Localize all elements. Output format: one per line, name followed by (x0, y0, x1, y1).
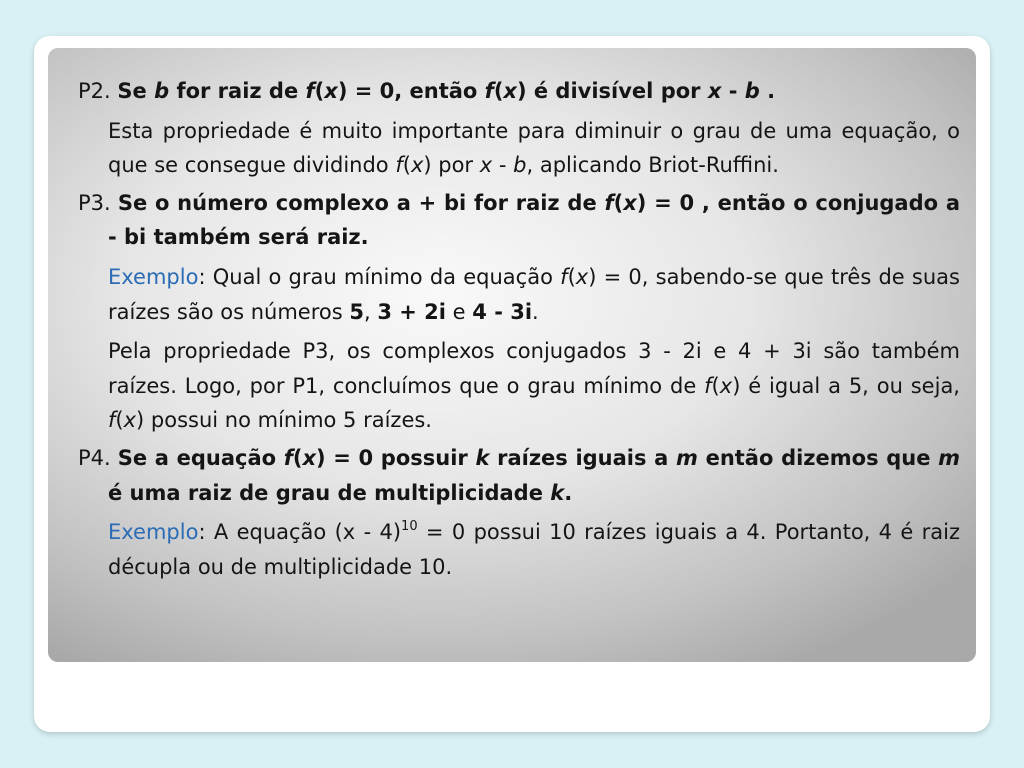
p3-example: Exemplo: Qual o grau mínimo da equação f(x) = 0, sabendo-se que três de suas raízes são os números 5, 3 + 2i e 4 - 3i. (108, 264, 960, 324)
p4-statement: Se a equação f(x) = 0 possuir k raízes iguais a m então dizemos que m é uma raiz de grau de multiplicidade k. (108, 445, 961, 505)
p4-example: Exemplo: A equação (x - 4)$^{10}$ = 0 possui 10 raízes iguais a 4. Portanto, 4 é raiz décupla ou de multiplicidade 10. (108, 519, 961, 579)
property-p4 (78, 441, 960, 510)
exponent: 10 (401, 519, 418, 535)
p4-label: P4. (78, 445, 111, 470)
property-p3 (78, 186, 960, 255)
p2-explanation: Esta propriedade é muito importante para diminuir o grau de uma equação, o que se consegue dividindo f(x) por x - b, aplicando Briot-Ruffini. (108, 118, 960, 178)
p3-statement: Se o número complexo a + bi for raiz de f(x) = 0 , então o conjugado a - bi também será raiz. (108, 190, 961, 250)
example-label: Exemplo (108, 264, 199, 289)
p3-label: P3. (78, 190, 111, 215)
p2-label: P2. (78, 79, 111, 103)
content-panel (48, 48, 976, 662)
p2-statement: Se b for raiz de f(x) = 0, então f(x) é divisível por x - b . (117, 79, 776, 103)
example-label: Exemplo (108, 520, 199, 545)
property-p2 (78, 74, 960, 109)
p3-solution: Pela propriedade P3, os complexos conjugados 3 - 2i e 4 + 3i são também raízes. Logo, por P1, concluímos que o grau mínimo de f(x) é igual a 5, ou seja, f(x) possui no mínimo 5 raízes. (108, 339, 960, 433)
